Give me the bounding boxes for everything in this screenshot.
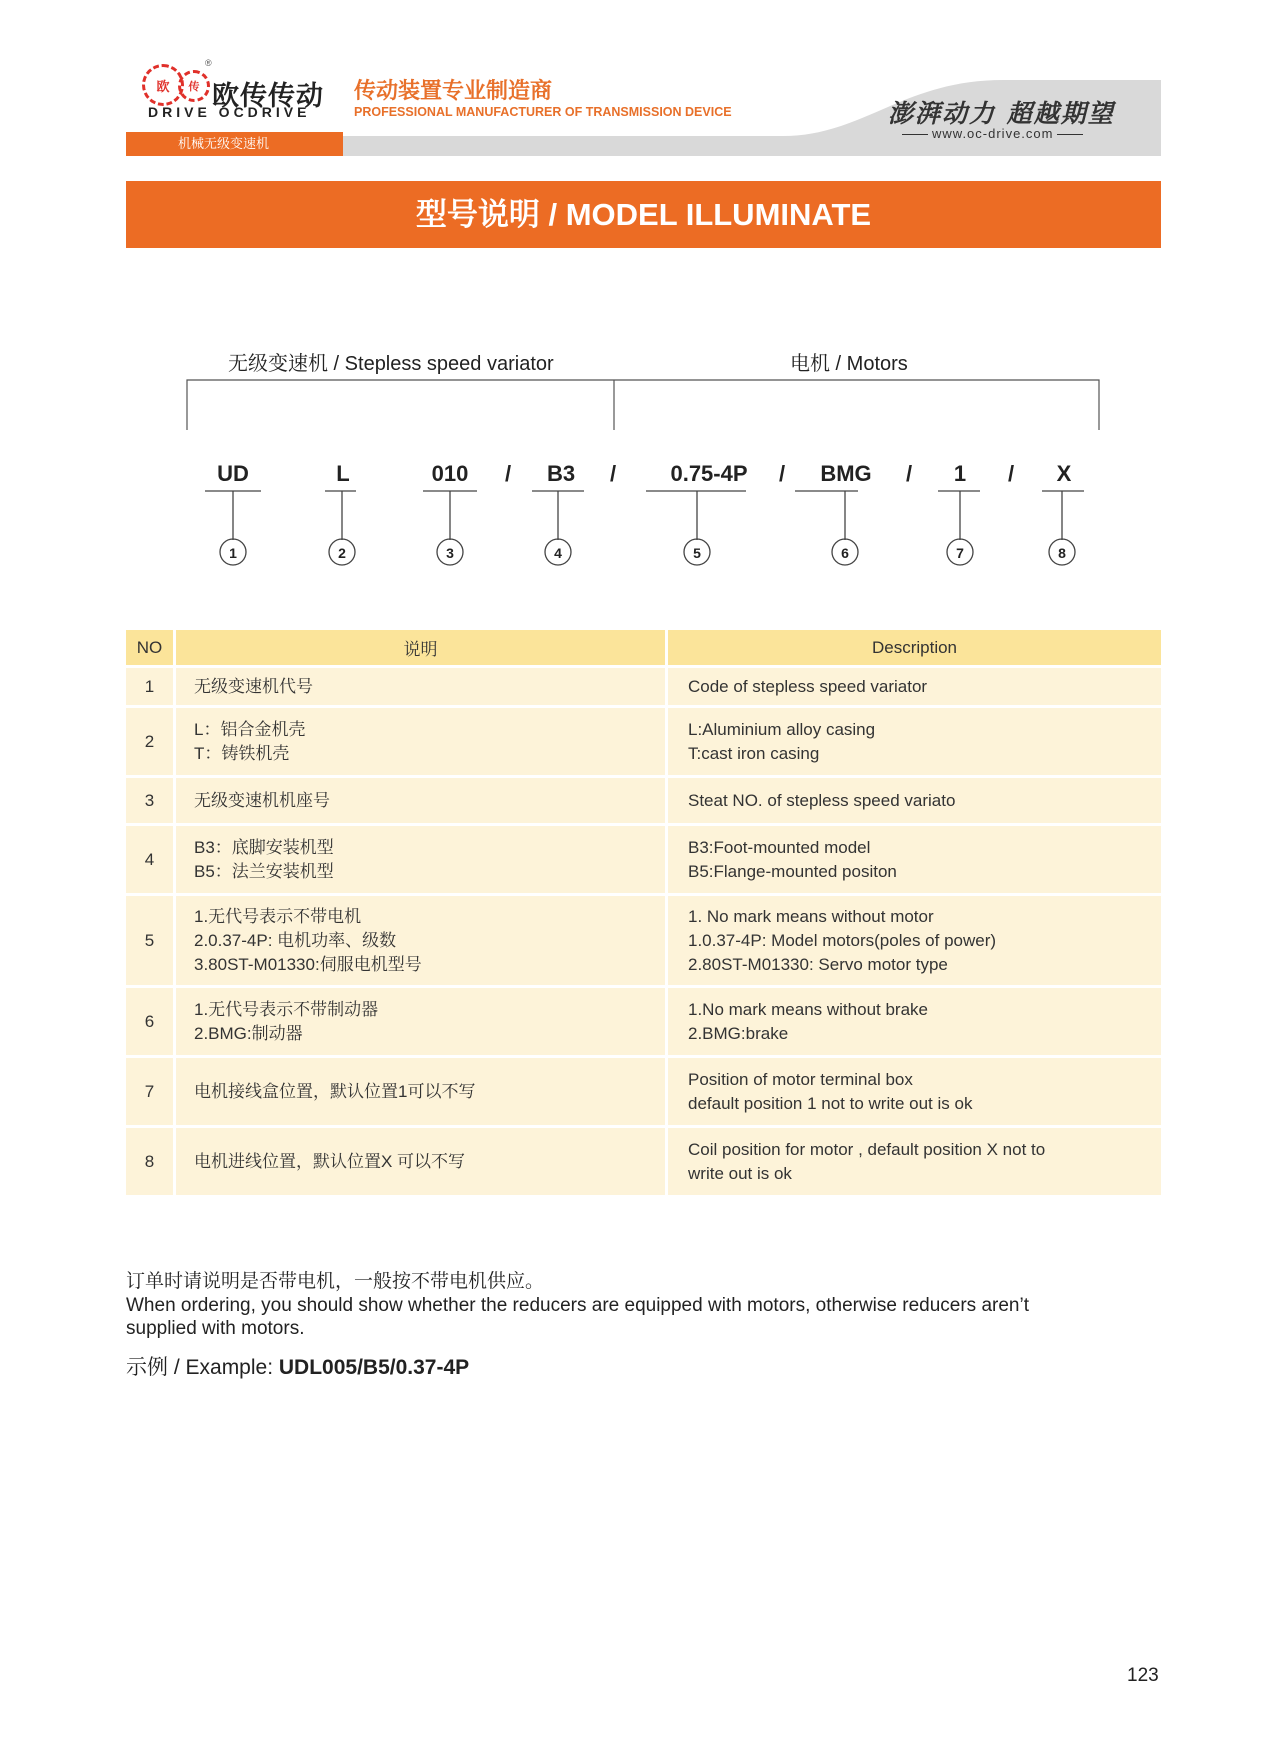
cell-line: 1.无代号表示不带制动器: [194, 999, 379, 1019]
cell-line: 无级变速机机座号: [194, 790, 330, 810]
cell-line: 1. No mark means without motor: [688, 906, 934, 926]
cell-line: T:cast iron casing: [688, 743, 820, 763]
code-part-2: L: [336, 461, 350, 486]
registered-mark: ®: [205, 58, 212, 68]
header-description: Description: [668, 630, 1161, 668]
row-number: 3: [126, 778, 176, 826]
table-header-row: [126, 630, 1161, 668]
row-description-en: [668, 1128, 1161, 1198]
header-cn: 说明: [176, 630, 668, 668]
marker-3: 3: [446, 545, 454, 561]
marker-8: 8: [1058, 545, 1066, 561]
table-row: [126, 988, 1161, 1058]
table-body: [126, 668, 1161, 1198]
cell-line: 无级变速机代号: [194, 676, 313, 696]
cell-line: default position 1 not to write out is ok: [688, 1093, 973, 1113]
row-number: 7: [126, 1058, 176, 1128]
cell-line: T：铸铁机壳: [194, 743, 290, 763]
code-separator: /: [610, 461, 617, 486]
logo-glyph: 欧: [156, 78, 170, 94]
brand-name-en: DRIVE OCDRIVE: [148, 104, 311, 120]
code-part-3: 010: [431, 461, 469, 486]
row-number: 2: [126, 708, 176, 778]
row-explanation-cn: [176, 896, 668, 988]
marker-7: 7: [956, 545, 964, 561]
row-description-en: [668, 708, 1161, 778]
website-url: www.oc-drive.com: [898, 126, 1087, 141]
code-part-1: UD: [217, 461, 249, 486]
tagline-en: PROFESSIONAL MANUFACTURER OF TRANSMISSION DEVICE: [354, 105, 732, 119]
section-title: 型号说明 / MODEL ILLUMINATE: [126, 181, 1161, 248]
row-description-en: [668, 1058, 1161, 1128]
example-label: 示例 / Example:: [126, 1356, 279, 1379]
category-tab: 机械无级变速机: [126, 132, 343, 156]
row-description-en: [668, 668, 1161, 708]
table-row: [126, 1128, 1161, 1198]
cell-line: 1.No mark means without brake: [688, 999, 928, 1019]
logo-glyph-small: 传: [188, 81, 200, 93]
cell-line: B5：法兰安装机型: [194, 861, 334, 881]
example-code: UDL005/B5/0.37-4P: [278, 1356, 470, 1379]
row-explanation-cn: [176, 668, 668, 708]
cell-line: Coil position for motor , default position X not to: [688, 1139, 1046, 1159]
marker-1: 1: [229, 545, 237, 561]
code-separator: /: [505, 461, 512, 486]
marker-5: 5: [693, 545, 701, 561]
table-row: [126, 896, 1161, 988]
cell-line: B5:Flange-mounted positon: [688, 861, 897, 881]
code-part-7: 1: [953, 461, 967, 486]
code-separator: /: [1008, 461, 1015, 486]
header-no: NO: [126, 630, 176, 668]
cell-line: 3.80ST-M01330:伺服电机型号: [194, 954, 422, 974]
tagline-cn: 传动装置专业制造商: [354, 78, 553, 103]
code-part-6: BMG: [820, 461, 872, 486]
row-explanation-cn: [176, 1128, 668, 1198]
row-description-en: [668, 896, 1161, 988]
logo-gear-small-icon: [178, 70, 210, 102]
table-row: [126, 826, 1161, 896]
cell-line: L:Aluminium alloy casing: [688, 719, 876, 739]
cell-line: Code of stepless speed variator: [688, 676, 928, 696]
row-description-en: [668, 778, 1161, 826]
row-explanation-cn: [176, 988, 668, 1058]
row-explanation-cn: [176, 826, 668, 896]
cell-line: write out is ok: [688, 1163, 792, 1183]
row-explanation-cn: [176, 708, 668, 778]
cell-line: 电机进线位置，默认位置X 可以不写: [194, 1151, 466, 1171]
cell-line: B3：底脚安装机型: [194, 837, 334, 857]
cell-line: 2.0.37-4P: 电机功率、级数: [194, 930, 397, 950]
row-number: 8: [126, 1128, 176, 1198]
row-description-en: [668, 988, 1161, 1058]
marker-4: 4: [554, 545, 562, 561]
table-row: [126, 1058, 1161, 1128]
example-line: [126, 1351, 469, 1381]
code-part-4: B3: [546, 461, 576, 486]
row-number: 5: [126, 896, 176, 988]
table-row: [126, 778, 1161, 826]
cell-line: B3:Foot-mounted model: [688, 837, 871, 857]
slogan: 澎湃动力 超越期望: [888, 99, 1115, 128]
group-label-motors: 电机 / Motors: [790, 353, 908, 375]
code-markers: [180, 488, 1110, 568]
code-separator: /: [906, 461, 913, 486]
cell-line: 1.无代号表示不带电机: [194, 906, 362, 926]
group-label-variator: 无级变速机 / Stepless speed variator: [228, 353, 554, 375]
cell-line: Steat NO. of stepless speed variato: [688, 790, 956, 810]
cell-line: L：铝合金机壳: [194, 719, 306, 739]
code-part-5: 0.75-4P: [670, 461, 748, 486]
cell-line: 2.80ST-M01330: Servo motor type: [688, 954, 948, 974]
code-part-8: X: [1056, 461, 1072, 486]
row-number: 1: [126, 668, 176, 708]
cell-line: 2.BMG:制动器: [194, 1023, 303, 1043]
marker-6: 6: [841, 545, 849, 561]
row-description-en: [668, 826, 1161, 896]
row-number: 6: [126, 988, 176, 1058]
marker-2: 2: [338, 545, 346, 561]
cell-line: 1.0.37-4P: Model motors(poles of power): [688, 930, 997, 950]
page-number: 123: [1127, 1665, 1159, 1686]
group-bracket: [180, 376, 1110, 436]
model-spec-table: [126, 630, 1161, 1198]
brand-name-cn: 欧传传动: [212, 81, 324, 111]
order-note-en: When ordering, you should show whether the reducers are equipped with motors, otherwise reducers aren’t supplied with motors.: [126, 1295, 1029, 1339]
cell-line: 电机接线盒位置，默认位置1可以不写: [194, 1081, 476, 1101]
cell-line: 2.BMG:brake: [688, 1023, 789, 1043]
code-separator: /: [779, 461, 786, 486]
row-number: 4: [126, 826, 176, 896]
row-explanation-cn: [176, 1058, 668, 1128]
order-note-cn: 订单时请说明是否带电机，一般按不带电机供应。: [126, 1271, 545, 1292]
table-row: [126, 708, 1161, 778]
table-row: [126, 668, 1161, 708]
row-explanation-cn: [176, 778, 668, 826]
cell-line: Position of motor terminal box: [688, 1069, 913, 1089]
